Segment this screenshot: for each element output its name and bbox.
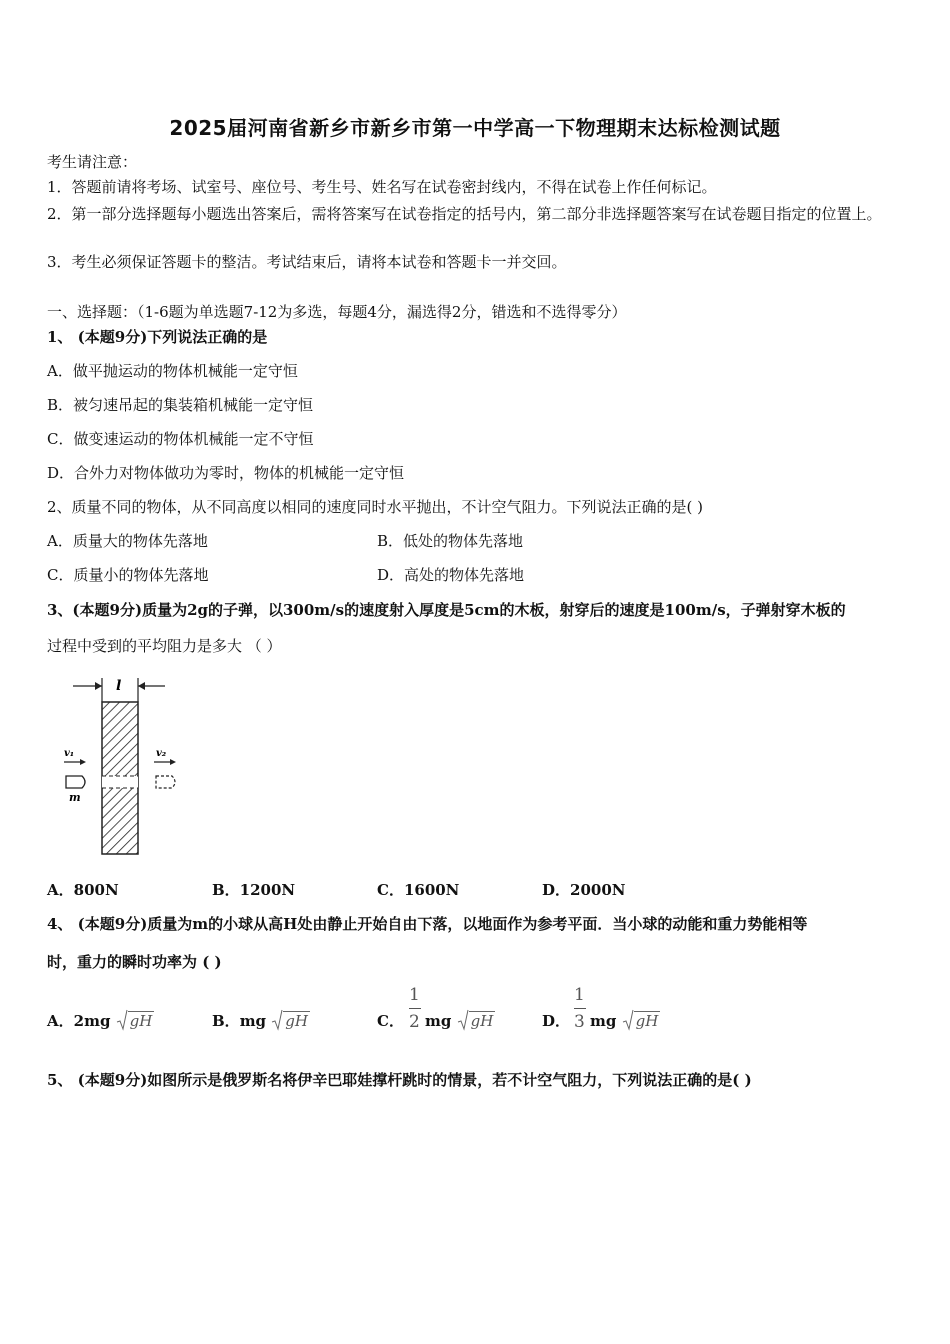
section-heading: 一、选择题：（1-6题为单选题7-12为多选，每题4分，漏选得2分，错选和不选得零分） (47, 303, 627, 321)
fraction-one-half: 1 2 (409, 985, 420, 1032)
q4-option-d-expr: mg gH (590, 1011, 660, 1033)
q4-option-c-expr: mg gH (425, 1011, 495, 1033)
q4-option-a: A．2mg gH (47, 1011, 154, 1033)
q3-option-a: A．800N (47, 881, 119, 899)
sqrt-symbol (622, 1009, 634, 1031)
q1-stem: 1、 (本题9分)下列说法正确的是 (47, 328, 268, 346)
thickness-label: l (116, 678, 122, 694)
notice-item-2: 2．第一部分选择题每小题选出答案后，需将答案写在试卷指定的括号内，第二部分非选择题答案写在试卷题目指定的位置上。 (47, 205, 882, 223)
q1-option-c: C．做变速运动的物体机械能一定不守恒 (47, 430, 314, 448)
q2-stem: 2、质量不同的物体，从不同高度以相同的速度同时水平抛出，不计空气阻力。下列说法正确的是( ) (47, 498, 704, 516)
page-title: 2025届河南省新乡市新乡市第一中学高一下物理期末达标检测试题 (169, 116, 781, 140)
q4-option-c-label: C． (377, 1012, 404, 1030)
q3-option-d: D．2000N (542, 881, 626, 899)
q3-option-b: B．1200N (212, 881, 296, 899)
q2-option-c: C．质量小的物体先落地 (47, 566, 209, 584)
q4-stem-line2: 时，重力的瞬时功率为 ( ) (47, 953, 222, 971)
q1-option-d: D．合外力对物体做功为零时，物体的机械能一定守恒 (47, 464, 405, 482)
sqrt-symbol (457, 1009, 469, 1031)
bullet-board-figure (60, 672, 190, 862)
mass-label: m (69, 791, 81, 804)
sqrt-symbol (271, 1009, 283, 1031)
q4-option-d-label: D． (542, 1012, 571, 1030)
q4-option-b: B．mg gH (212, 1011, 310, 1033)
q3-option-c: C．1600N (377, 881, 460, 899)
q2-option-a: A．质量大的物体先落地 (47, 532, 208, 550)
fraction-one-third: 1 3 (574, 985, 585, 1032)
q4-stem-line1: 4、 (本题9分)质量为m的小球从高H处由静止开始自由下落，以地面作为参考平面．当小球的动能和重力势能相等 (47, 915, 808, 933)
notice-item-1: 1．答题前请将考场、试室号、座位号、考生号、姓名写在试卷密封线内，不得在试卷上作任何标记。 (47, 178, 717, 196)
v2-label: v₂ (156, 748, 167, 759)
q1-option-a: A．做平抛运动的物体机械能一定守恒 (47, 362, 298, 380)
notice-item-3: 3．考生必须保证答题卡的整洁。考试结束后，请将本试卷和答题卡一并交回。 (47, 253, 567, 271)
q3-stem-line1: 3、(本题9分)质量为2g的子弹，以300m/s的速度射入厚度是5cm的木板，射穿后的速度是100m/s，子弹射穿木板的 (47, 601, 846, 619)
q5-stem: 5、 (本题9分)如图所示是俄罗斯名将伊辛巴耶娃撑杆跳时的情景，若不计空气阻力，下列说法正确的是( ) (47, 1071, 752, 1089)
q2-option-b: B．低处的物体先落地 (377, 532, 524, 550)
q1-option-b: B．被匀速吊起的集装箱机械能一定守恒 (47, 396, 314, 414)
notice-heading: 考生请注意： (47, 153, 138, 171)
v1-label: v₁ (64, 748, 75, 759)
q3-stem-line2: 过程中受到的平均阻力是多大 （ ） (47, 637, 282, 655)
q2-option-d: D．高处的物体先落地 (377, 566, 525, 584)
sqrt-symbol (116, 1009, 128, 1031)
